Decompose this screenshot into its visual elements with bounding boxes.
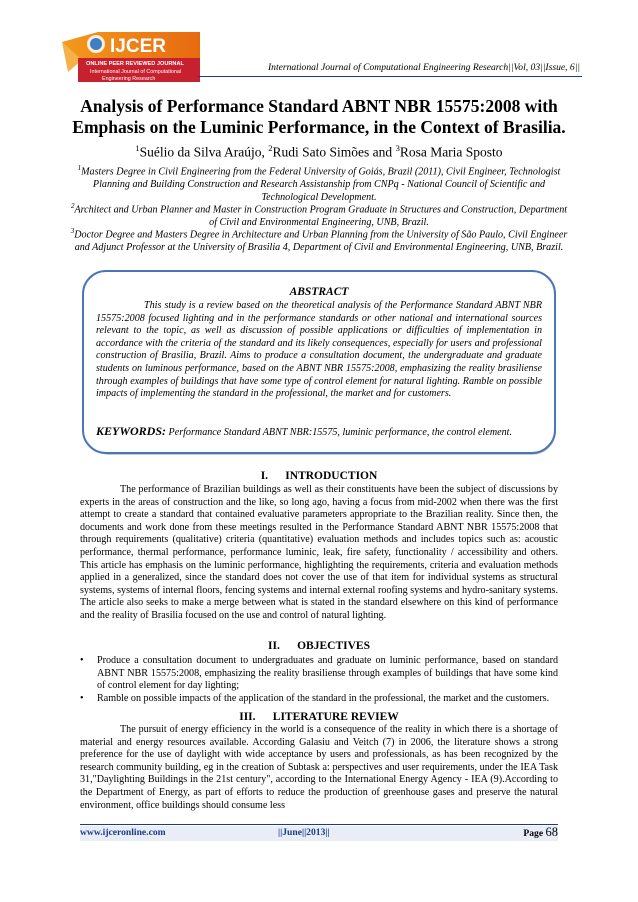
logo-line-2: International Journal of Computational — [90, 69, 182, 75]
affiliation-text-1: Masters Degree in Civil Engineering from the Federal University of Goiás, Brazil (2011), Civil Engineer, Technologist Planning and Building Construction and Research Assistanship from CNPq - National Council of Scientific and Technological Development. — [81, 166, 561, 203]
ijcer-logo — [58, 28, 204, 84]
author-list — [60, 143, 578, 161]
introduction-text: The performance of Brazilian buildings as well as their constituents have been the subject of discussions by experts in the areas of construction and the like, so long ago, having a focus from mid-2002 when there was the first attempt to create a standard that contained evaluative parameters appropriate to the Brazilian reality. Since then, the documents and work done from these meetings resulted in the Performance Standard ABNT NBR 15575:2008 that through requirements (qualitative) criteria (quantitative) evaluation methods and includes topics such as: acoustic performance, thermal performance, performance luminic, leak, fire safety, functionality / accessibility and others. This article has emphasis on the luminic performance, highlighting the requirements, criteria and evaluation methods applied in a generalized, since the standard does not cover the use of that item for individual systems as structural systems, systems of internal floors, fencing systems and internal external roofing systems and hydro-sanitary systems. The article also seeks to make a merge between what is stated in the standard elsewhere on this kind of performance and the reality of Brasilia focused on the use and control of natural lighting. — [80, 484, 558, 621]
affiliation-1 — [66, 162, 572, 204]
section-heading-literature-review: III. LITERATURE REVIEW — [239, 711, 399, 723]
page-label: Page — [523, 828, 544, 839]
author-sup-1: 1 — [135, 143, 140, 153]
objectives-list — [80, 655, 558, 705]
bullet-icon: • — [80, 655, 84, 666]
affiliation-text-2: Architect and Urban Planner and Master in Construction Program Graduate in Structures and Construction, Department of Civil and Environmental Engineering, UNB, Brazil. — [74, 204, 568, 228]
list-item — [80, 693, 558, 706]
affiliation-sup-2: 2 — [70, 202, 75, 210]
affiliation-sup-3: 3 — [70, 227, 75, 235]
paper-title: Analysis of Performance Standard ABNT NBR 15575:2008 with Emphasis on the Luminic Performance, in the Context of Brasilia. — [72, 96, 566, 137]
page-number: 68 — [545, 825, 558, 839]
logo-line-1: ONLINE PEER REVIEWED JOURNAL — [86, 61, 184, 67]
section-heading-objectives: II. OBJECTIVES — [268, 640, 370, 652]
keywords-line — [96, 424, 542, 439]
bullet-icon: • — [80, 692, 84, 704]
list-item — [80, 655, 558, 693]
keywords-text: Performance Standard ABNT NBR:15575, luminic performance, the control element. — [168, 427, 512, 438]
objective-text-2: Ramble on possible impacts of the application of the standard in the professional, the market and the customers. — [97, 692, 550, 704]
header-rule — [198, 76, 582, 77]
author-1: Suélio da Silva Araújo, — [139, 144, 269, 160]
logo-wordmark: IJCER — [110, 36, 166, 57]
author-sup-3: 3 — [395, 143, 400, 153]
author-3: Rosa Maria Sposto — [399, 144, 503, 160]
keywords-label: KEYWORDS: — [96, 424, 167, 438]
author-sup-2: 2 — [268, 143, 273, 153]
logo-line-3: Engineering Research — [102, 76, 156, 82]
journal-header: International Journal of Computational Engineering Research||Vol, 03||Issue, 6|| — [267, 62, 580, 73]
footer-date: ||June||2013|| — [278, 827, 330, 838]
literature-review-text: The pursuit of energy efficiency in the world is a consequence of the reality in which there is a shortage of material and energy resources available. According Galasiu and Veitch (7) in 2006, the literature shows a strong preference for the use of daylight with wide acceptance by users and professionals, as has been recognized by the research community building, eg in the creation of Subtask a: perspectives and user requirements, under the IEA Task 31,"Daylighting Buildings in the 21st century", according to the International Energy Agency - IEA (9).According to the Department of Energy, as part of efforts to reduce the production of greenhouse gases and preserve the natural environment, office buildings should consume less — [80, 724, 558, 811]
author-2: Rudi Sato Simões and — [272, 144, 396, 160]
abstract-text: This study is a review based on the theoretical analysis of the Performance Standard ABNT NBR 15575:2008 focused lighting and in the performance standards or other national and international sources relevant to the topic, as well as discussion of possible applications or difficulties of implementation in accordance with the criteria of the standard and its likely consequences, especially for users and professional construction of Brasilia, Brazil. Aims to produce a consultation document, the undergraduate and graduate students on luminous performance, based on the ABNT NBR 15575:2008, emphasizing the reality brasiliense through examples of buildings that have some type of control element for natural lighting. Ramble on possible impacts of implementing the standard in the professional, the market and for customers. — [96, 300, 542, 400]
objective-text-1: Produce a consultation document to undergraduates and graduate on luminic performance, based on standard ABNT NBR 15575:2008, emphasizing the reality brasiliense through examples of buildings that have some kind of control element for day lighting; — [97, 655, 558, 692]
footer-rule — [80, 824, 558, 825]
page-footer — [80, 827, 558, 842]
footer-page — [523, 825, 558, 840]
abstract-heading: ABSTRACT — [289, 286, 349, 298]
footer-url-link[interactable]: www.ijceronline.com — [80, 827, 166, 838]
affiliation-text-3: Doctor Degree and Masters Degree in Architecture and Urban Planning from the University of São Paulo, Civil Engineer and Adjunct Professor at the University of Brasilia 4, Department of Civil and Environmental Engineering, UNB, Brazil. — [74, 229, 568, 253]
section-heading-introduction: I. INTRODUCTION — [260, 470, 378, 482]
affiliation-3 — [66, 225, 572, 255]
affiliation-sup-1: 1 — [77, 164, 82, 172]
